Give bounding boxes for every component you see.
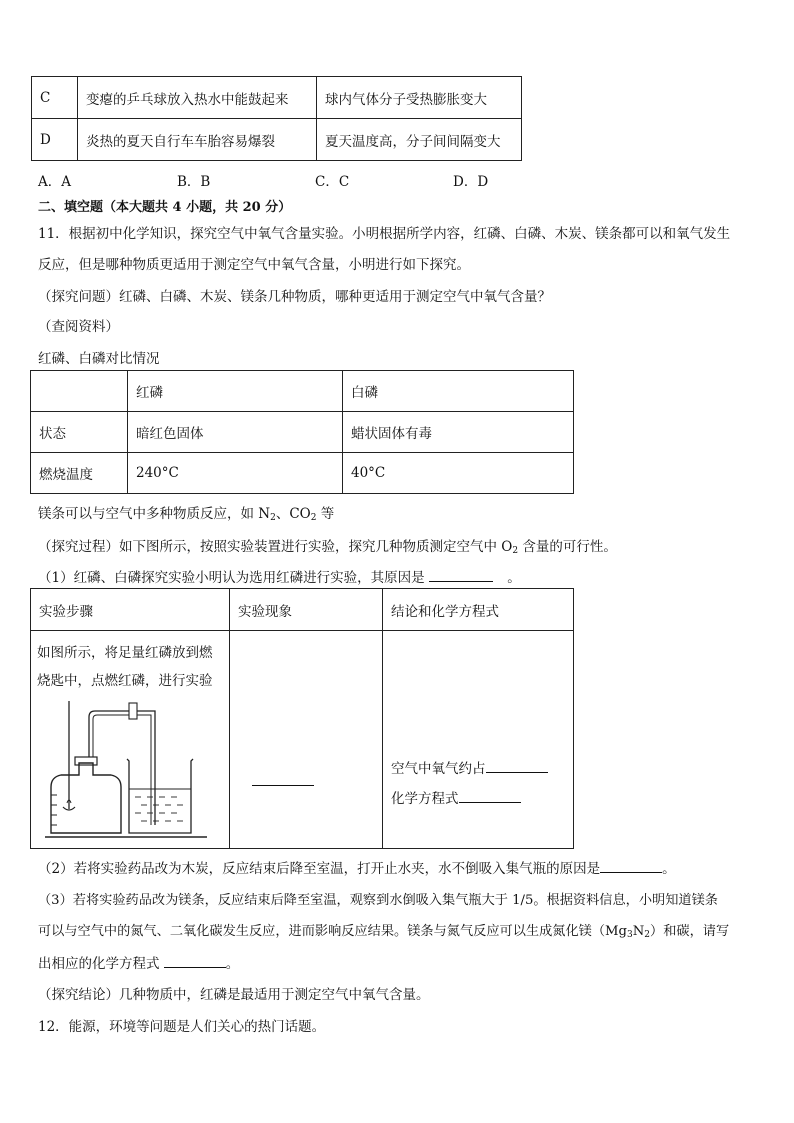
row-d-phenomenon: 炎热的夏天自行车车胎容易爆裂: [78, 119, 317, 161]
part1-line: [38, 566, 521, 586]
row-c-explanation: 球内气体分子受热膨胀变大: [317, 77, 522, 119]
row-d-explanation: 夏天温度高，分子间间隔变大: [317, 119, 522, 161]
q11-compare-title: 红磷、白磷对比情况: [38, 351, 160, 367]
compare-cell: 蜡状固体有毒: [343, 412, 574, 453]
compare-cell: 状态: [31, 412, 128, 453]
top-answer-table: [31, 76, 522, 161]
part3-line2: [38, 920, 729, 940]
exp-steps-cell: [31, 631, 230, 849]
part3-sub2: 2: [644, 930, 651, 940]
mg-note: [38, 502, 334, 523]
q12-text: 12．能源，环境等问题是人们关心的热门话题。: [38, 1019, 326, 1035]
compare-cell: 40°C: [343, 453, 574, 494]
compare-header-red: 红磷: [128, 371, 343, 412]
process-line: [38, 535, 617, 556]
option-a: A．A: [38, 174, 71, 190]
exp-conclusion-cell: [383, 631, 574, 849]
part3-blank[interactable]: [164, 953, 226, 968]
process-prefix: （探究过程）如下图所示，按照实验装置进行实验，探究几种物质测定空气中 O: [38, 539, 513, 555]
part3-sub1: 3: [627, 930, 633, 940]
compare-header-white: 白磷: [343, 371, 574, 412]
row-c-phenomenon: 变瘪的乒乓球放入热水中能鼓起来: [78, 77, 317, 119]
mg-note-prefix: 镁条可以与空气中多种物质反应，如 N: [38, 506, 271, 522]
section-title: 二、填空题（本大题共 4 小题，共 20 分）: [38, 200, 292, 215]
compare-cell: 燃烧温度: [31, 453, 128, 494]
process-sub: 2: [512, 546, 519, 556]
part3-end: 。: [225, 956, 240, 972]
row-d-label: D: [32, 119, 78, 161]
part3-suffix: ）和碳，请写: [650, 924, 730, 939]
option-d: D．D: [453, 174, 489, 190]
conclusion2-blank[interactable]: [459, 788, 521, 803]
q11-intro-line1: 11．根据初中化学知识，探究空气中氧气含量实验。小明根据所学内容，红磷、白磷、木炭、镁条都可以和氧气发生: [38, 226, 731, 242]
conclusion1-text: 空气中氧气约占: [391, 761, 486, 777]
conclusion2-text: 化学方程式: [391, 791, 459, 807]
explore-conclusion: （探究结论）几种物质中，红磷是最适用于测定空气中氧气含量。: [38, 987, 430, 1003]
row-c-label: C: [32, 77, 78, 119]
q11-lookup: （查阅资料）: [38, 319, 119, 335]
part2-line: [38, 857, 676, 877]
q11-question: （探究问题）红磷、白磷、木炭、镁条几种物质，哪种更适用于测定空气中氧气含量？: [38, 289, 551, 305]
conclusion1-blank[interactable]: [486, 758, 548, 773]
mg-note-sub2: 2: [310, 513, 317, 523]
phenomenon-blank[interactable]: [252, 771, 314, 786]
part1-blank[interactable]: [429, 567, 493, 582]
option-c: C．C: [315, 174, 350, 190]
compare-cell: 暗红色固体: [128, 412, 343, 453]
part2-text: （2）若将实验药品改为木炭，反应结束后降至室温，打开止水夹，水不倒吸入集气瓶的原因是: [38, 861, 601, 877]
option-b: B．B: [177, 174, 211, 190]
part3-line3: [38, 952, 239, 972]
part2-end: 。: [662, 861, 676, 877]
conclusion-line2: [391, 787, 521, 807]
q11-intro-line2: 反应，但是哪种物质更适用于测定空气中氧气含量，小明进行如下探究。: [38, 257, 470, 273]
conclusion-line1: [391, 757, 548, 777]
exp-step-line1: 如图所示，将足量红磷放到燃: [37, 645, 213, 661]
experiment-table: [30, 588, 574, 849]
process-suffix: 含量的可行性。: [518, 539, 617, 555]
part1-end: 。: [507, 570, 521, 586]
part3-prefix: 可以与空气中的氮气、二氧化碳发生反应，进而影响反应结果。镁条与氮气反应可以生成氮化镁（Mg: [38, 924, 628, 939]
part3-line3-text: 出相应的化学方程式: [38, 956, 160, 972]
part2-blank[interactable]: [600, 858, 662, 873]
compare-table: [30, 370, 574, 494]
part3-mid: N: [632, 924, 645, 939]
part3-line1: （3）若将实验药品改为镁条，反应结束后降至室温，观察到水倒吸入集气瓶大于 1/5。根据资料信息，小明知道镁条: [38, 893, 718, 908]
exp-header-phenomenon: 实验现象: [230, 589, 383, 631]
exp-step-line2: 烧匙中，点燃红磷，进行实验: [37, 673, 213, 689]
mg-note-suffix: 等: [316, 506, 335, 522]
exp-header-conclusion: 结论和化学方程式: [383, 589, 574, 631]
mg-note-mid: 、CO: [275, 506, 311, 522]
exp-header-steps: 实验步骤: [31, 589, 230, 631]
part1-text: （1）红磷、白磷探究实验小明认为选用红磷进行实验，其原因是: [38, 570, 425, 586]
mg-note-sub1: 2: [270, 513, 276, 523]
exp-phenomenon-cell: [230, 631, 383, 849]
compare-cell: 240°C: [128, 453, 343, 494]
compare-header-empty: [31, 371, 128, 412]
apparatus-diagram: [31, 691, 221, 841]
